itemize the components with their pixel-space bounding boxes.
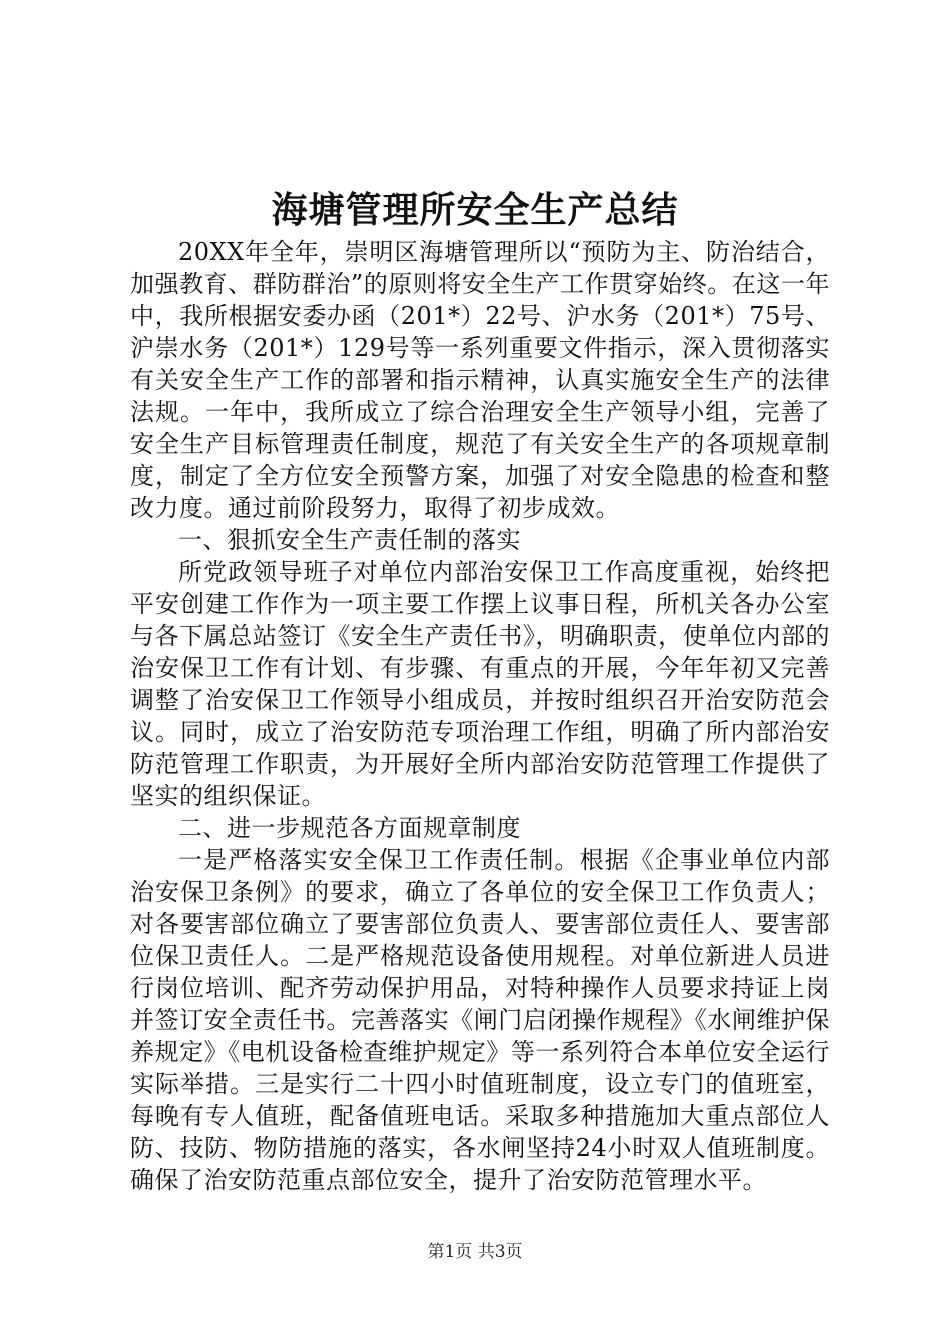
document-title: 海塘管理所安全生产总结: [271, 189, 679, 231]
section-1-paragraph: 所党政领导班子对单位内部治安保卫工作高度重视，始终把平安创建工作作为一项主要工作摆上议事日程，所机关各办公室与各下属总站签订《安全生产责任书》，明确职责，使单位内部的治安保卫工作有计划、有步骤、有重点的开展，今年年初又完善调整了治安保卫工作领导小组成员，并按时组织召开治安防范会议。同时，成立了治安防范专项治理工作组，明确了所内部治安防范管理工作职责，为开展好全所内部治安防范管理工作提供了坚实的组织保证。: [130, 558, 830, 810]
document-body: [130, 236, 830, 1196]
section-heading-1: 一、狠抓安全生产责任制的落实: [178, 526, 521, 554]
page-footer: 第1页 共3页: [427, 1242, 523, 1262]
section-heading-2: 二、进一步规范各方面规章制度: [178, 814, 521, 842]
section-2-paragraph: 一是严格落实安全保卫工作责任制。根据《企事业单位内部治安保卫条例》的要求，确立了各单位的安全保卫工作负责人；对各要害部位确立了要害部位负责人、要害部位责任人、要害部位保卫责任人。二是严格规范设备使用规程。对单位新进人员进行岗位培训、配齐劳动保护用品，对特种操作人员要求持证上岗并签订安全责任书。完善落实《闸门启闭操作规程》《水闸维护保养规定》《电机设备检查维护规定》等一系列符合本单位安全运行实际举措。三是实行二十四小时值班制度，设立专门的值班室，每晚有专人值班，配备值班电话。采取多种措施加大重点部位人防、技防、物防措施的落实，各水闸坚持24小时双人值班制度。确保了治安防范重点部位安全，提升了治安防范管理水平。: [130, 846, 830, 1194]
intro-paragraph: 20XX年全年，崇明区海塘管理所以“预防为主、防治结合，加强教育、群防群治”的原则将安全生产工作贯穿始终。在这一年中，我所根据安委办函（201*）22号、沪水务（201*）75号、沪崇水务（201*）129号等一系列重要文件指示，深入贯彻落实有关安全生产工作的部署和指示精神，认真实施安全生产的法律法规。一年中，我所成立了综合治理安全生产领导小组，完善了安全生产目标管理责任制度，规范了有关安全生产的各项规章制度，制定了全方位安全预警方案，加强了对安全隐患的检查和整改力度。通过前阶段努力，取得了初步成效。: [130, 238, 830, 522]
